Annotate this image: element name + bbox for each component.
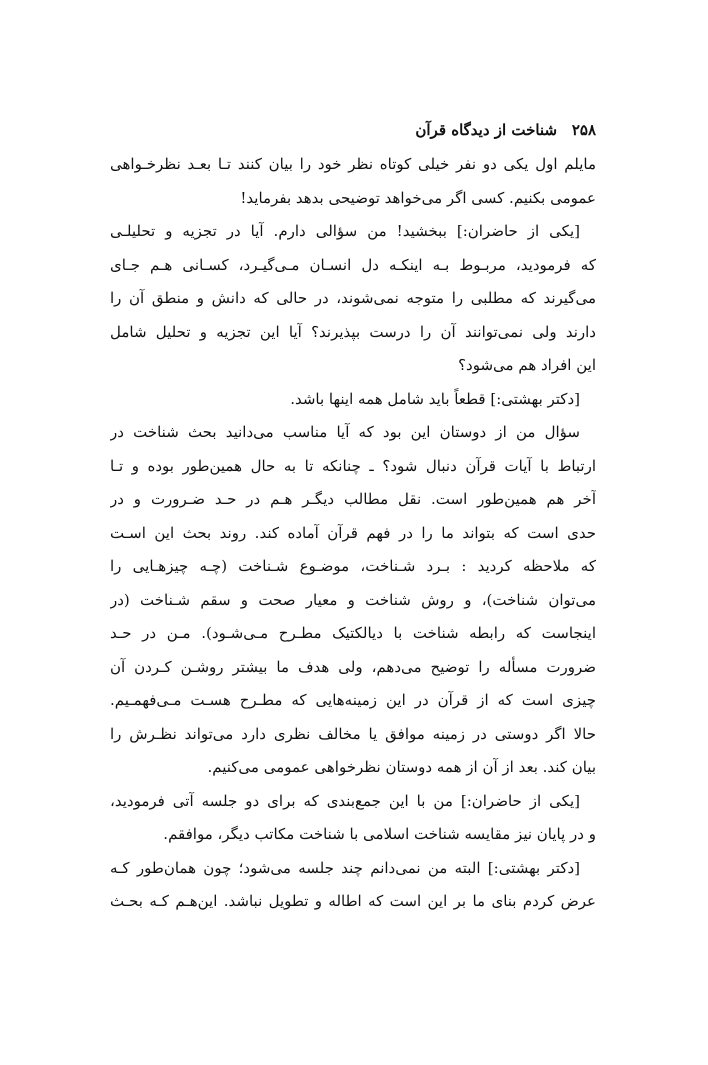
text-line-14: می‌توان شناخت)، و روش شناخت و معیار صحت و سقم شـناخت (در (110, 590, 596, 609)
text-line-21: و در پایان نیز مقایسه شناخت اسلامی با شناخت مکاتب دیگر، موافقم. (163, 825, 596, 843)
text-line-10: ارتباط با آیات قرآن دنبال شود؟ ـ چنانکه تا به حال همین‌طور بوده و تـا (110, 456, 596, 475)
text-line-8: [دکتر بهشتی:] قطعاً باید شامل همه اینها باشد. (290, 389, 580, 408)
text-line-7: این افراد هم می‌شود؟ (458, 356, 596, 374)
text-line-5: می‌گیرند که مطلبی را متوجه نمی‌شوند، در حالی که دانش و منطق آن را (110, 289, 596, 307)
text-line-17: چیزی است که از قرآن در این زمینه‌هایی که مطـرح هسـت مـی‌فهمـیم. (110, 691, 596, 709)
text-line-12: حدی است که بتواند ما را در فهم قرآن آماده کند. روند بحث این اسـت (110, 523, 596, 542)
text-line-9: سؤال من از دوستان این بود که آیا مناسب می‌دانید بحث شناخت در (110, 423, 580, 441)
text-line-3: [یکی از حاضران:] ببخشید! من سؤالی دارم. آیا در تجزیه و تحلیلـی (110, 222, 580, 240)
text-line-19: بیان کند. بعد از آن از همه دوستان نظرخواهی عمومی می‌کنیم. (207, 758, 596, 776)
text-line-13: که ملاحظه کردید : بـرد شـناخت، موضـوع شـناخت (چـه چیزهـایی را (110, 557, 596, 575)
text-line-15: اینجاست که رابطه شناخت با دیالکتیک مطـرح مـی‌شـود). مـن در حـد (110, 624, 596, 642)
text-line-2: عمومی بکنیم. کسی اگر می‌خواهد توضیحی بدهد بفرماید! (240, 188, 596, 207)
text-line-1: مایلم اول یکی دو نفر خیلی کوتاه نظر خود را بیان کنند تـا بعـد نظرخـواهی (110, 155, 596, 173)
text-line-20: [یکی از حاضران:] من با این جمع‌بندی که برای دو جلسه آتی فرمودید، (110, 791, 580, 810)
book-title: شناخت از دیدگاه قرآن (415, 121, 558, 139)
text-line-23: عرض کردم بنای ما بر این است که اطاله و تطویل نباشد. این‌هـم کـه بحـث (110, 892, 596, 910)
text-line-16: ضرورت مسأله را توضیح می‌دهم، ولی هدف ما بیشتر روشـن کـردن آن (110, 657, 596, 676)
running-head (110, 118, 596, 142)
text-line-6: دارند ولی نمی‌توانند آن را درست بپذیرند؟ آیا این تجزیه و تحلیل شامل (110, 322, 596, 341)
text-line-4: که فرمودید، مربـوط بـه اینکـه دل انسـان مـی‌گیـرد، کسـانی هـم جـای (110, 255, 596, 274)
text-line-22: [دکتر بهشتی:] البته من نمی‌دانم چند جلسه می‌شود؛ چون همان‌طور کـه (110, 858, 580, 877)
page-number: ۲۵۸ (571, 121, 596, 139)
text-line-11: آخر هم همین‌طور است. نقل مطالب دیگـر هـم در حـد ضـرورت و در (110, 490, 596, 508)
text-line-18: حالا اگر دوستی در زمینه موافق یا مخالف نظری دارد می‌تواند نظـرش را (110, 724, 596, 743)
body-text (110, 148, 596, 919)
